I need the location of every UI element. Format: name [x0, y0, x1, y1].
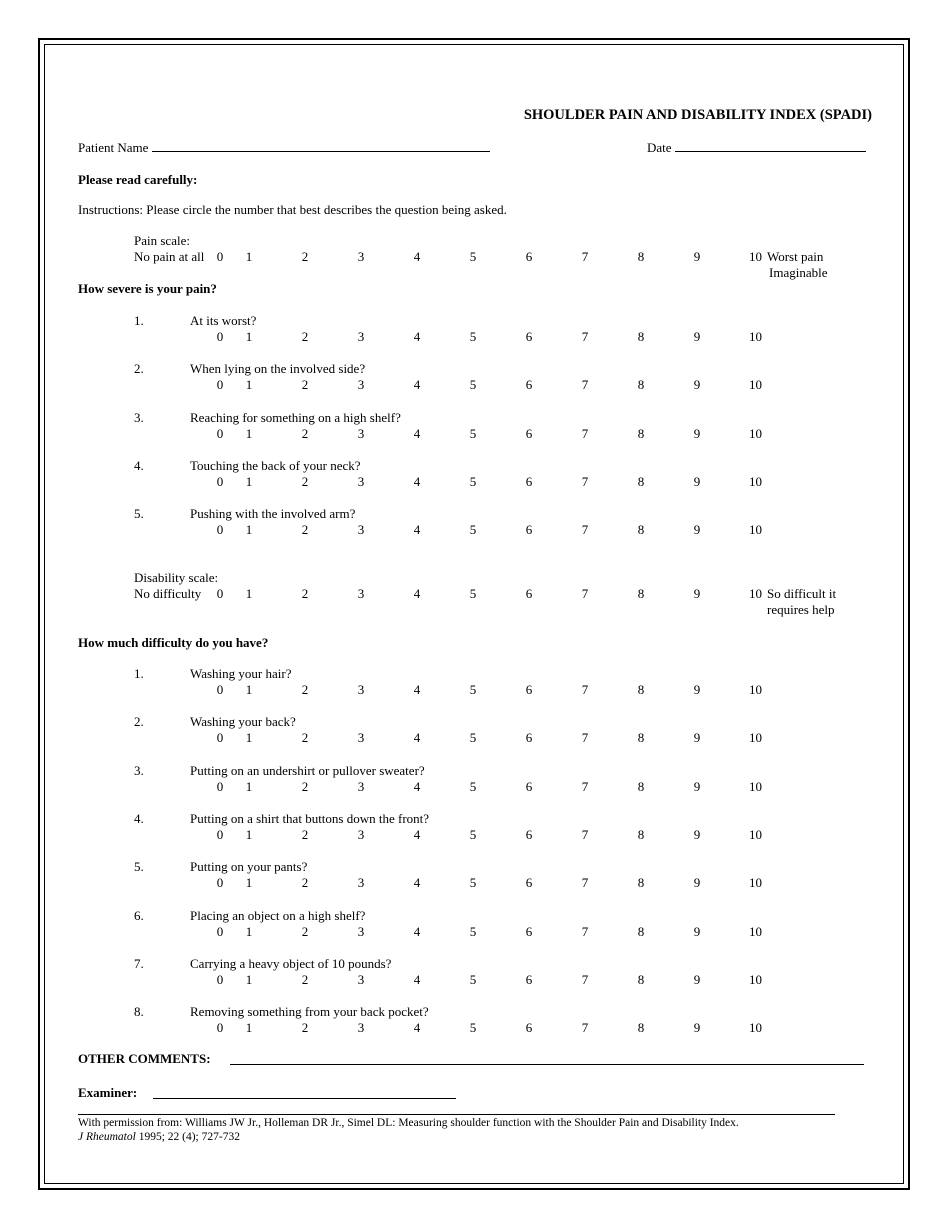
question-text: Washing your hair? — [190, 666, 292, 681]
question-number: 2. — [134, 714, 144, 730]
question-text: Pushing with the involved arm? — [190, 506, 356, 522]
answer-option-10[interactable]: 10 — [749, 778, 762, 794]
patient-name-field[interactable] — [78, 140, 490, 155]
answer-option-0[interactable]: 0 — [216, 425, 224, 441]
page-title: SHOULDER PAIN AND DISABILITY INDEX (SPADI) — [523, 107, 872, 123]
pain-scale-low-label: No pain at all — [134, 249, 205, 264]
read-carefully-heading: Please read carefully: — [78, 172, 198, 187]
answer-option-4[interactable]: 4 — [413, 522, 421, 538]
answer-option-4[interactable]: 4 — [413, 682, 421, 697]
question-text: Putting on an undershirt or pullover sweater? — [190, 762, 425, 778]
answer-option-1[interactable]: 1 — [245, 682, 253, 697]
answer-option-4[interactable]: 4 — [413, 730, 421, 746]
answer-option-2[interactable]: 2 — [301, 971, 309, 987]
answer-option-5[interactable]: 5 — [469, 425, 477, 441]
answer-option-0[interactable]: 0 — [216, 377, 224, 393]
disability-scale-low-label: No difficulty — [134, 586, 202, 601]
answer-option-9[interactable]: 9 — [693, 329, 701, 344]
answer-option-7[interactable]: 7 — [581, 875, 589, 891]
patient-name-line[interactable] — [152, 140, 490, 152]
citation-line-1: With permission from: Williams JW Jr., Holleman DR Jr., Simel DL: Measuring shoulder function with the Shoulder Pain and Disability Index. — [78, 1117, 739, 1129]
question-text: Placing an object on a high shelf? — [190, 907, 366, 923]
answer-option-2[interactable]: 2 — [301, 329, 309, 344]
answer-option-3[interactable]: 3 — [357, 826, 365, 842]
examiner-line[interactable] — [153, 1098, 456, 1099]
answer-option-2[interactable]: 2 — [301, 377, 309, 393]
disability-question-heading: How much difficulty do you have? — [78, 635, 269, 650]
disability-scale-number-5: 5 — [469, 586, 477, 601]
disability-scale-high-label-1: So difficult it — [767, 586, 837, 601]
answer-option-7[interactable]: 7 — [581, 682, 589, 697]
answer-option-0[interactable]: 0 — [216, 682, 224, 697]
pain-scale-number-7: 7 — [581, 249, 589, 264]
answer-option-2[interactable]: 2 — [301, 522, 309, 538]
disability-scale-number-9: 9 — [693, 586, 701, 601]
answer-option-7[interactable]: 7 — [581, 522, 589, 538]
answer-option-9[interactable]: 9 — [693, 473, 701, 489]
pain-scale-number-3: 3 — [357, 249, 365, 264]
answer-option-7[interactable]: 7 — [581, 425, 589, 441]
answer-option-2[interactable]: 2 — [301, 730, 309, 746]
answer-option-8[interactable]: 8 — [637, 329, 645, 344]
answer-option-5[interactable]: 5 — [469, 473, 477, 489]
answer-option-4[interactable]: 4 — [413, 778, 421, 794]
question-number: 5. — [134, 859, 144, 875]
answer-option-0[interactable]: 0 — [216, 473, 224, 489]
answer-option-6[interactable]: 6 — [525, 730, 533, 746]
pain-scale-number-1: 1 — [245, 249, 253, 264]
answer-option-5[interactable]: 5 — [469, 1020, 477, 1036]
answer-option-6[interactable]: 6 — [525, 473, 533, 489]
question-text: Putting on a shirt that buttons down the front? — [190, 810, 430, 826]
answer-option-6[interactable]: 6 — [525, 682, 533, 697]
answer-option-2[interactable]: 2 — [301, 473, 309, 489]
answer-option-1[interactable]: 1 — [245, 522, 253, 538]
question-text: Putting on your pants? — [190, 859, 308, 875]
disability-scale-number-6: 6 — [525, 586, 533, 601]
question-text: Washing your back? — [190, 714, 296, 730]
answer-option-1[interactable]: 1 — [245, 473, 253, 489]
answer-option-4[interactable]: 4 — [413, 875, 421, 891]
question-number: 3. — [134, 409, 144, 425]
patient-name-label: Patient Name — [78, 140, 149, 155]
pain-scale-high-label-1: Worst pain — [767, 249, 824, 264]
answer-option-9[interactable]: 9 — [693, 778, 701, 794]
disability-scale-number-1: 1 — [245, 586, 253, 601]
disability-scale-high-label-2: requires help — [767, 602, 835, 617]
answer-option-6[interactable]: 6 — [525, 971, 533, 987]
answer-option-8[interactable]: 8 — [637, 826, 645, 842]
question-number: 4. — [134, 810, 144, 826]
pain-scale-number-8: 8 — [637, 249, 645, 264]
answer-option-6[interactable]: 6 — [525, 377, 533, 393]
citation-journal: J Rheumatol — [78, 1131, 136, 1143]
answer-option-0[interactable]: 0 — [216, 778, 224, 794]
answer-option-2[interactable]: 2 — [301, 682, 309, 697]
answer-option-7[interactable]: 7 — [581, 971, 589, 987]
answer-option-6[interactable]: 6 — [525, 875, 533, 891]
pain-scale-number-6: 6 — [525, 249, 533, 264]
pain-scale-number-5: 5 — [469, 249, 477, 264]
pain-scale-high-label-2: Imaginable — [769, 265, 828, 280]
answer-option-0[interactable]: 0 — [216, 329, 224, 344]
answer-option-3[interactable]: 3 — [357, 778, 365, 794]
answer-option-8[interactable]: 8 — [637, 682, 645, 697]
answer-option-10[interactable]: 10 — [749, 329, 762, 344]
citation-details: 1995; 22 (4); 727-732 — [135, 1131, 240, 1143]
answer-option-1[interactable]: 1 — [245, 923, 253, 939]
answer-option-6[interactable]: 6 — [525, 522, 533, 538]
answer-option-2[interactable]: 2 — [301, 778, 309, 794]
answer-option-5[interactable]: 5 — [469, 971, 477, 987]
answer-option-3[interactable]: 3 — [357, 473, 365, 489]
other-comments-line[interactable] — [230, 1064, 864, 1065]
answer-option-5[interactable]: 5 — [469, 923, 477, 939]
answer-option-9[interactable]: 9 — [693, 875, 701, 891]
answer-option-2[interactable]: 2 — [301, 425, 309, 441]
disability-scale-number-4: 4 — [413, 586, 421, 601]
disability-scale-number-7: 7 — [581, 586, 589, 601]
answer-option-10[interactable]: 10 — [749, 473, 762, 489]
answer-option-1[interactable]: 1 — [245, 826, 253, 842]
answer-option-7[interactable]: 7 — [581, 730, 589, 746]
answer-option-8[interactable]: 8 — [637, 1020, 645, 1036]
answer-option-8[interactable]: 8 — [637, 473, 645, 489]
answer-option-0[interactable]: 0 — [216, 923, 224, 939]
question-text: Reaching for something on a high shelf? — [190, 409, 401, 425]
answer-option-8[interactable]: 8 — [637, 875, 645, 891]
answer-option-6[interactable]: 6 — [525, 778, 533, 794]
pain-scale-number-0: 0 — [216, 249, 224, 264]
answer-option-9[interactable]: 9 — [693, 826, 701, 842]
disability-scale-number-0: 0 — [216, 586, 224, 601]
question-number: 3. — [134, 762, 144, 778]
answer-option-10[interactable]: 10 — [749, 923, 762, 939]
answer-option-1[interactable]: 1 — [245, 329, 253, 344]
answer-option-6[interactable]: 6 — [525, 923, 533, 939]
answer-option-10[interactable]: 10 — [749, 377, 762, 393]
answer-option-10[interactable]: 10 — [749, 826, 762, 842]
answer-option-9[interactable]: 9 — [693, 682, 701, 697]
pain-scale-number-10: 10 — [749, 249, 762, 264]
pain-scale-number-9: 9 — [693, 249, 701, 264]
answer-option-9[interactable]: 9 — [693, 923, 701, 939]
question-number: 2. — [134, 361, 144, 377]
answer-option-5[interactable]: 5 — [469, 875, 477, 891]
answer-option-1[interactable]: 1 — [245, 875, 253, 891]
question-number: 4. — [134, 457, 144, 473]
answer-option-10[interactable]: 10 — [749, 971, 762, 987]
answer-option-2[interactable]: 2 — [301, 923, 309, 939]
pain-scale-number-4: 4 — [413, 249, 421, 264]
answer-option-4[interactable]: 4 — [413, 425, 421, 441]
answer-option-5[interactable]: 5 — [469, 682, 477, 697]
question-text: Carrying a heavy object of 10 pounds? — [190, 955, 392, 971]
answer-option-10[interactable]: 10 — [749, 682, 762, 697]
answer-option-1[interactable]: 1 — [245, 1020, 253, 1036]
answer-option-10[interactable]: 10 — [749, 522, 762, 538]
question-text: Touching the back of your neck? — [190, 457, 361, 473]
answer-option-4[interactable]: 4 — [413, 329, 421, 344]
answer-option-7[interactable]: 7 — [581, 1020, 589, 1036]
answer-option-6[interactable]: 6 — [525, 1020, 533, 1036]
answer-option-6[interactable]: 6 — [525, 329, 533, 344]
answer-option-8[interactable]: 8 — [637, 778, 645, 794]
answer-option-10[interactable]: 10 — [749, 425, 762, 441]
question-text: Removing something from your back pocket? — [190, 1004, 429, 1020]
question-number: 5. — [134, 506, 144, 522]
pain-question-heading: How severe is your pain? — [78, 281, 217, 296]
answer-option-0[interactable]: 0 — [216, 1020, 224, 1036]
answer-option-1[interactable]: 1 — [245, 730, 253, 746]
footer-divider — [78, 1114, 835, 1115]
disability-scale-number-8: 8 — [637, 586, 645, 601]
answer-option-3[interactable]: 3 — [357, 425, 365, 441]
answer-option-6[interactable]: 6 — [525, 425, 533, 441]
pain-scale-label: Pain scale: — [134, 233, 190, 248]
other-comments-label: OTHER COMMENTS: — [78, 1051, 211, 1066]
answer-option-3[interactable]: 3 — [357, 875, 365, 891]
answer-option-4[interactable]: 4 — [413, 1020, 421, 1036]
question-number: 1. — [134, 666, 144, 681]
answer-option-3[interactable]: 3 — [357, 971, 365, 987]
disability-scale-number-3: 3 — [357, 586, 365, 601]
disability-scale-label: Disability scale: — [134, 570, 219, 585]
answer-option-4[interactable]: 4 — [413, 473, 421, 489]
answer-option-4[interactable]: 4 — [413, 971, 421, 987]
question-number: 8. — [134, 1004, 144, 1020]
date-label: Date — [647, 140, 672, 155]
answer-option-9[interactable]: 9 — [693, 971, 701, 987]
answer-option-0[interactable]: 0 — [216, 826, 224, 842]
instructions-text: Instructions: Please circle the number that best describes the question being asked. — [78, 202, 507, 217]
answer-option-8[interactable]: 8 — [637, 923, 645, 939]
answer-option-7[interactable]: 7 — [581, 377, 589, 393]
answer-option-6[interactable]: 6 — [525, 826, 533, 842]
answer-option-7[interactable]: 7 — [581, 329, 589, 344]
answer-option-1[interactable]: 1 — [245, 425, 253, 441]
answer-option-3[interactable]: 3 — [357, 377, 365, 393]
answer-option-9[interactable]: 9 — [693, 522, 701, 538]
answer-option-5[interactable]: 5 — [469, 778, 477, 794]
answer-option-5[interactable]: 5 — [469, 329, 477, 344]
question-text: When lying on the involved side? — [190, 361, 366, 377]
question-number: 1. — [134, 313, 144, 328]
answer-option-0[interactable]: 0 — [216, 971, 224, 987]
answer-option-4[interactable]: 4 — [413, 826, 421, 842]
answer-option-2[interactable]: 2 — [301, 826, 309, 842]
examiner-label: Examiner: — [78, 1085, 138, 1100]
answer-option-9[interactable]: 9 — [693, 1020, 701, 1036]
answer-option-7[interactable]: 7 — [581, 826, 589, 842]
answer-option-8[interactable]: 8 — [637, 730, 645, 746]
answer-option-7[interactable]: 7 — [581, 473, 589, 489]
answer-option-10[interactable]: 10 — [749, 1020, 762, 1036]
answer-option-0[interactable]: 0 — [216, 522, 224, 538]
answer-option-7[interactable]: 7 — [581, 923, 589, 939]
pain-scale-number-2: 2 — [301, 249, 309, 264]
answer-option-10[interactable]: 10 — [749, 730, 762, 746]
date-line[interactable] — [675, 140, 866, 152]
answer-option-8[interactable]: 8 — [637, 522, 645, 538]
answer-option-0[interactable]: 0 — [216, 875, 224, 891]
answer-option-3[interactable]: 3 — [357, 329, 365, 344]
question-number: 6. — [134, 907, 144, 923]
answer-option-3[interactable]: 3 — [357, 1020, 365, 1036]
answer-option-5[interactable]: 5 — [469, 730, 477, 746]
answer-option-8[interactable]: 8 — [637, 971, 645, 987]
answer-option-9[interactable]: 9 — [693, 425, 701, 441]
date-field[interactable] — [647, 140, 866, 155]
answer-option-5[interactable]: 5 — [469, 826, 477, 842]
answer-option-8[interactable]: 8 — [637, 425, 645, 441]
answer-option-5[interactable]: 5 — [469, 522, 477, 538]
question-number: 7. — [134, 955, 144, 971]
answer-option-2[interactable]: 2 — [301, 1020, 309, 1036]
answer-option-4[interactable]: 4 — [413, 377, 421, 393]
answer-option-1[interactable]: 1 — [245, 971, 253, 987]
answer-option-9[interactable]: 9 — [693, 730, 701, 746]
answer-option-10[interactable]: 10 — [749, 875, 762, 891]
answer-option-1[interactable]: 1 — [245, 778, 253, 794]
answer-option-1[interactable]: 1 — [245, 377, 253, 393]
citation-line-2 — [78, 1130, 240, 1145]
answer-option-3[interactable]: 3 — [357, 522, 365, 538]
answer-option-3[interactable]: 3 — [357, 923, 365, 939]
disability-scale-number-2: 2 — [301, 586, 309, 601]
disability-scale-number-10: 10 — [749, 586, 762, 601]
answer-option-0[interactable]: 0 — [216, 730, 224, 746]
answer-option-3[interactable]: 3 — [357, 730, 365, 746]
answer-option-8[interactable]: 8 — [637, 377, 645, 393]
answer-option-7[interactable]: 7 — [581, 778, 589, 794]
answer-option-9[interactable]: 9 — [693, 377, 701, 393]
answer-option-4[interactable]: 4 — [413, 923, 421, 939]
answer-option-5[interactable]: 5 — [469, 377, 477, 393]
answer-option-2[interactable]: 2 — [301, 875, 309, 891]
question-text: At its worst? — [190, 313, 257, 328]
answer-option-3[interactable]: 3 — [357, 682, 365, 697]
